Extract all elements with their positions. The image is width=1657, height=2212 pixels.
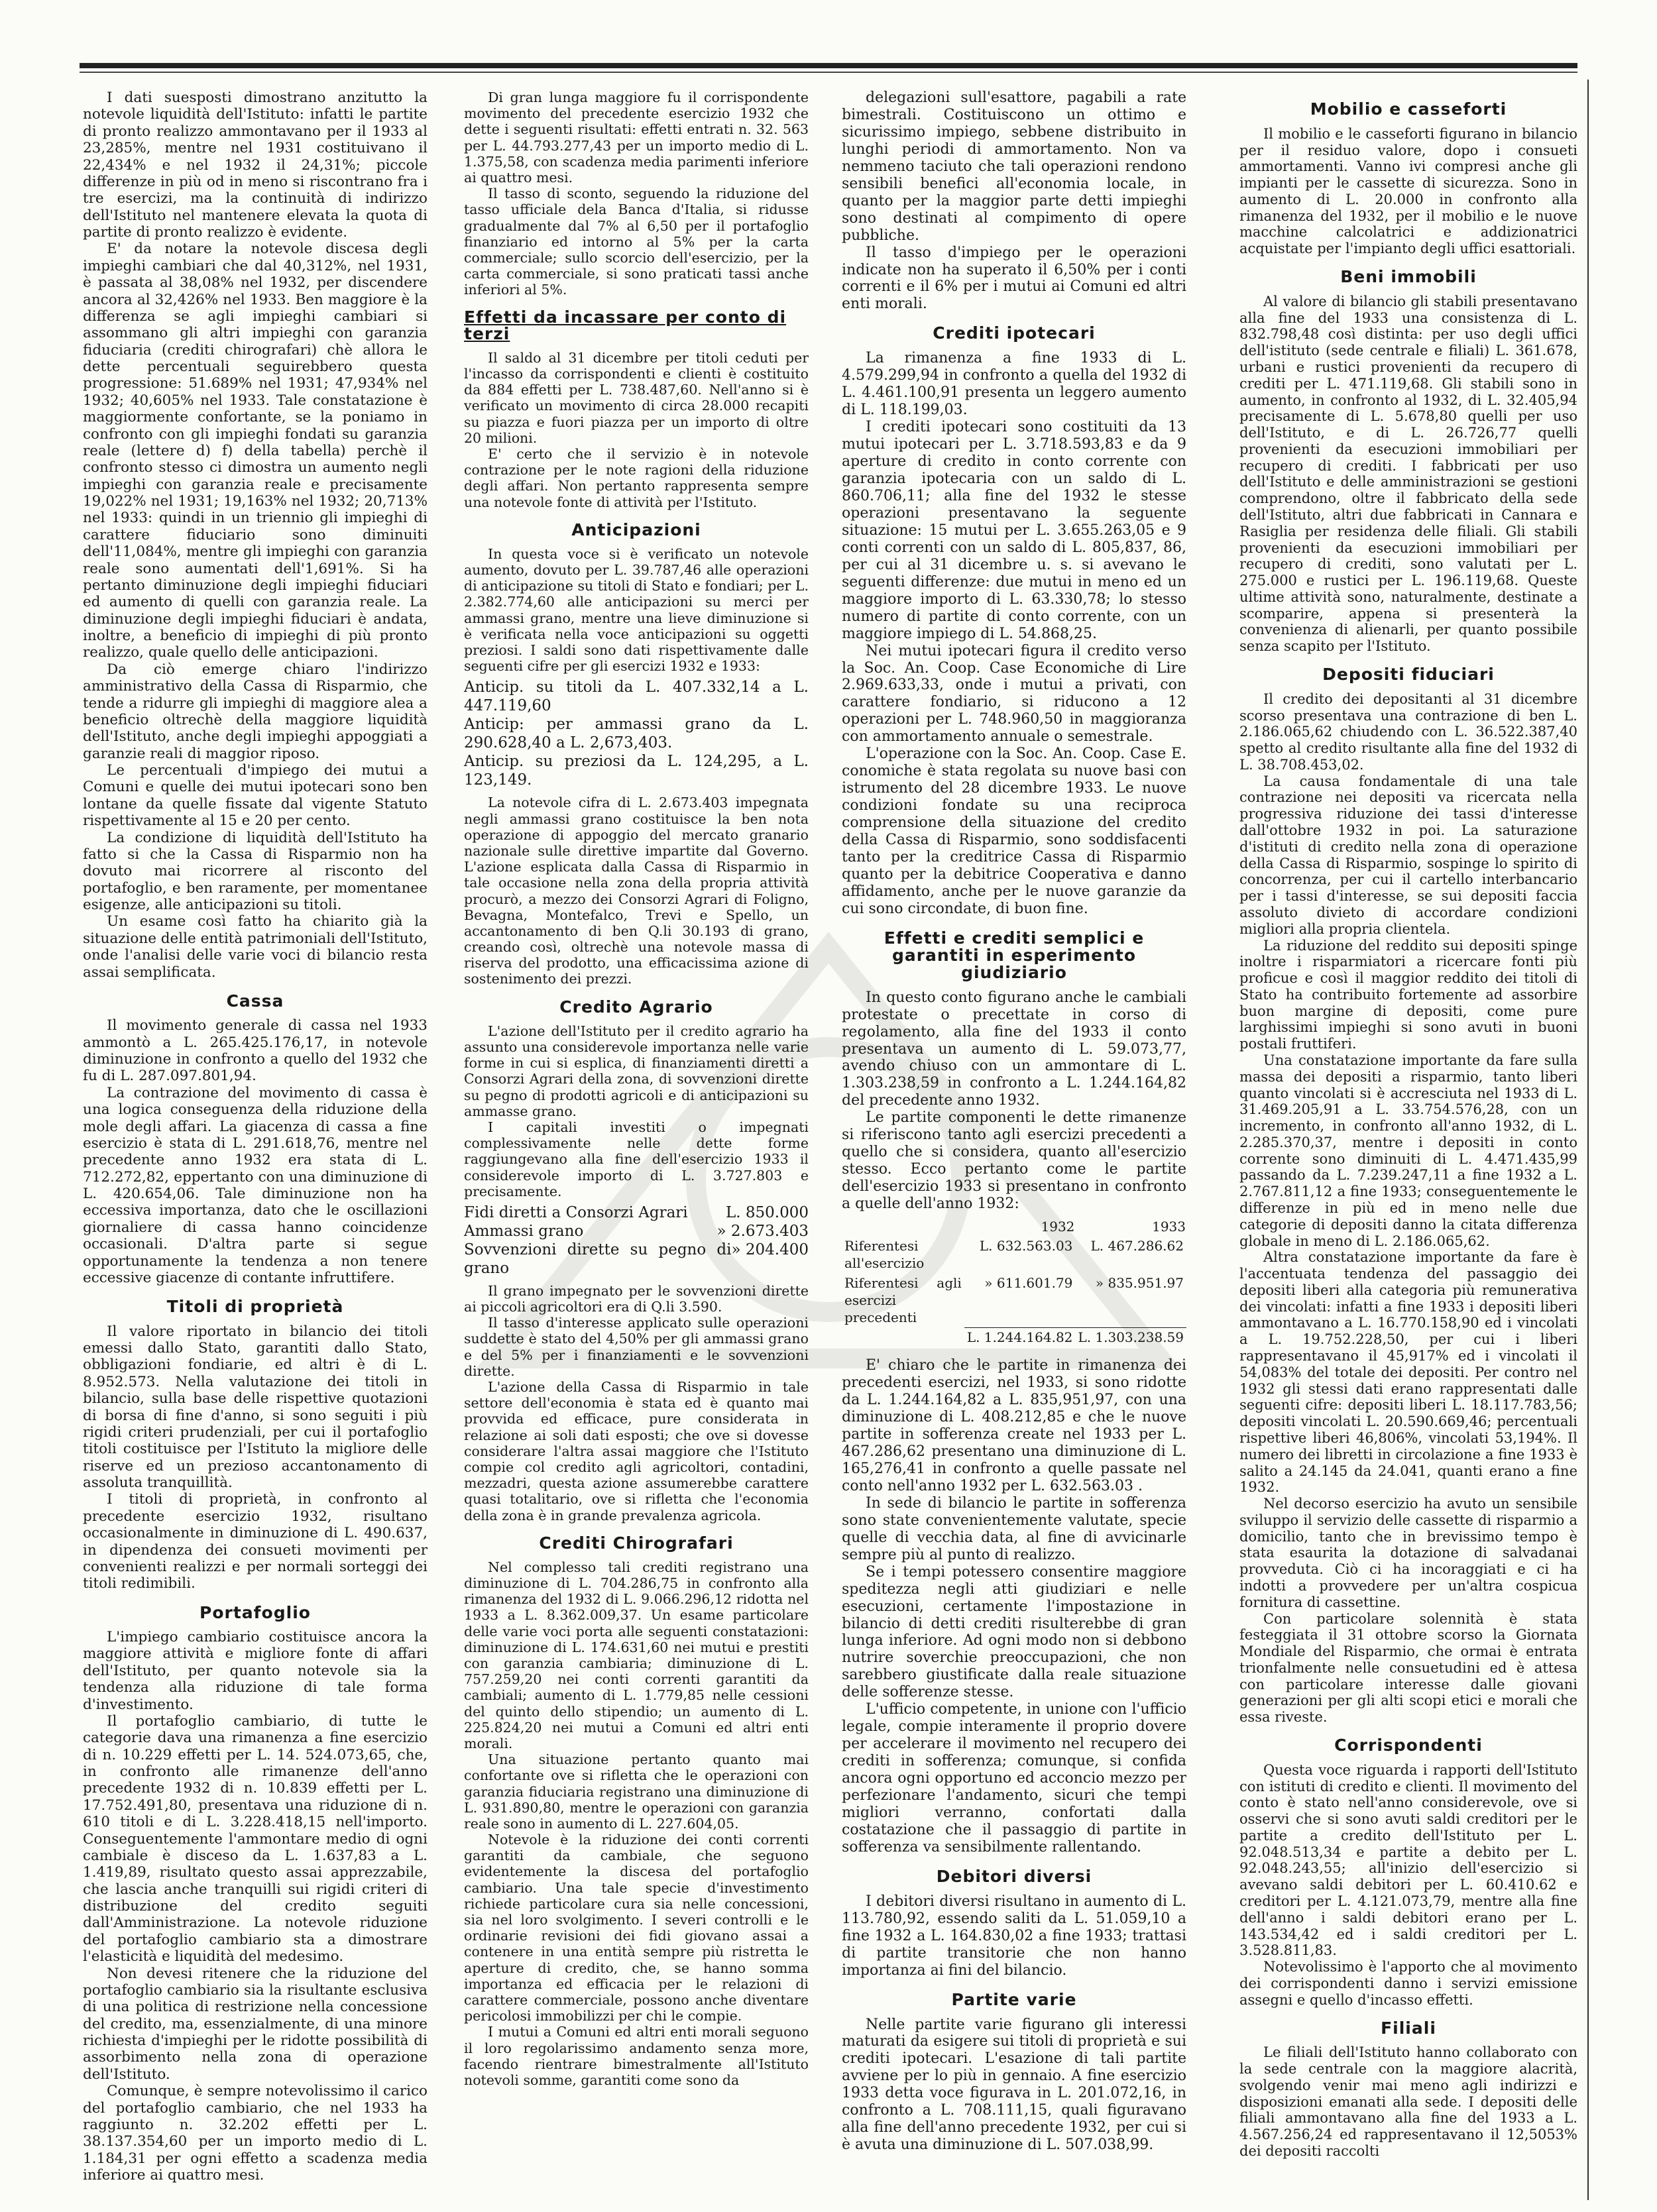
list-item: Anticip: per ammassi grano da L. 290.628,40 a L. 2,673,403. <box>464 716 809 752</box>
paragraph: I capitali investiti o impegnati complessivamente nelle dette forme raggiungevano alla fine dell'esercizio 1933 il considerevole importo di L. 3.727.803 e precisamente. <box>464 1119 809 1199</box>
paragraph: Altra constatazione importante da fare è l'accentuata tendenza del passaggio dei depositi liberi alla categoria più remunerativa dei vincolati: infatti a fine 1933 i depositi liberi ammontavano a L. 16.770.158,90 ed i vincolati a L. 19.752.228,50, per cui i liberi rappresentavano il 45,917% ed i vincolati il 54,083% del totale dei depositi. Per contro nel 1932 gli stessi dati erano rappresentati dalle seguenti cifre: depositi liberi L. 18.117.783,56; depositi vincolati L. 20.590.669,46; percentuali rispettive liberi 46,806%, vincolati 53,194%. Il numero dei libretti in circolazione a fine 1933 è salito a 24.145 da 24.041, quanti erano a fine 1932. <box>1239 1249 1577 1496</box>
heading-anticipazioni: Anticipazioni <box>571 520 701 539</box>
paragraph: I dati suesposti dimostrano anzitutto la notevole liquidità dell'Istituto: infatti le partite di pronto realizzo ammontavano per il 1933 al 23,285%, mentre nel 1931 costituivano il 22,434% e nel 1932 il 24,31%; piccole differenze in più od in meno si riscontrano fra i tre esercizi, ma la continuità di indirizzo dell'Istituto nel mantenere elevata la quota di partite di pronto realizzo è evidente. <box>83 89 428 241</box>
paragraph: delegazioni sull'esattore, pagabili a rate bimestrali. Costituiscono un ottimo e sicurissimo impiego, sebbene distribuito in lunghi periodi di ammortamento. Non va nemmeno taciuto che tali operazioni rendono sensibili benefici all'economia locale, in quanto per la maggior parte detti impieghi sono destinati al compimento di opere pubbliche. <box>842 89 1186 244</box>
paragraph: Il portafoglio cambiario, di tutte le categorie dava una rimanenza a fine esercizio di n. 10.229 effetti per L. 14. 524.073,65, che, in confronto alle rimanenze dell'anno precedente 1932 di n. 10.839 effetti per L. 17.752.491,80, presentava una riduzione di n. 610 titoli e di L. 3.228.418,15 nell'importo. Conseguentemente l'ammontare medio di ogni cambiale è disceso da L. 1.637,83 a L. 1.419,89, risultato questo assai apprezzabile, che lascia anche tranquilli sui rigidi criteri di distribuzione del credito seguiti dall'Amministrazione. La notevole riduzione del portafoglio cambiario sta a dimostrare l'elasticità e liquidità del medesimo. <box>83 1712 428 1965</box>
table-row <box>842 1237 1186 1274</box>
paragraph: L'impiego cambiario costituisce ancora la maggiore attività e migliore fonte di affari dell'Istituto, per quanto notevole sia la tendenza alla riduzione di tale forma d'investimento. <box>83 1629 428 1713</box>
row-value: » 204.400 <box>731 1241 809 1258</box>
paragraph: Questa voce riguarda i rapporti dell'Istituto con istituti di credito e clienti. Il movimento del conto è stato nell'anno considerevole, ove si osservi che si sono avuti saldi creditori per le partite a credito dell'Istituto per L. 92.048.513,34 e partite a debito per L. 92.048.243,55; all'inizio dell'esercizio si avevano saldi debitori per L. 60.410.62 e creditori per L. 4.121.073,79, mentre alla fine dell'anno i saldi debitori erano per L. 143.534,42 ed i saldi creditori per L. 3.528.811,83. <box>1239 1761 1577 1959</box>
paragraph: In questa voce si è verificato un notevole aumento, dovuto per L. 39.787,46 alle operazioni di anticipazione su titoli di Stato e fondiari; per L. 2.382.774,60 alle anticipazioni su merci per ammassi grano, mentre una lieve diminuzione si è verificata nella voce anticipazioni su oggetti preziosi. I saldi sono dati rispettivamente dalle seguenti cifre per gli esercizi 1932 e 1933: <box>464 545 809 675</box>
paragraph: E' da notare la notevole discesa degli impieghi cambiari che dal 40,312%, nel 1931, è passata al 38,08% nel 1932, per discendere ancora al 32,426% nel 1933. Ben maggiore è la differenza se agli impieghi cambiari si assommano gli altri impieghi con garanzia fiduciaria (crediti chirografari) chè allora le dette percentuali seguirebbero questa progressione: 51.689% nel 1931; 47,934% nel 1932; 40,605% nel 1933. Tale constatazione è maggiormente confortante, se la poniamo in confronto con gli impieghi fondati su garanzia reale (lettere d) f) della tabella) perchè il confronto stesso ci dimostra un aumento negli impieghi con garanzia reale e precisamente 19,022% nel 1931; 19,163% nel 1932; 20,713% nel 1933: quindi in un triennio gli impieghi di carattere fiduciario sono diminuiti dell'11,084%, mentre gli impieghi con garanzia reale sono aumentati dell'1,691%. Si ha pertanto diminuzione degli impieghi fiduciari ed aumento di quelli con garanzia reale. La diminuzione degli impieghi fiduciari è andata, inoltre, a beneficio di impieghi di più pronto realizzo, quale quello delle anticipazioni. <box>83 241 428 661</box>
paragraph: Un esame così fatto ha chiarito già la situazione delle entità patrimoniali dell'Istituto, onde l'analisi delle varie voci di bilancio resta assai semplificata. <box>83 913 428 981</box>
table-row <box>464 1222 809 1241</box>
row-label: Riferentesi agli esercizi precedenti <box>844 1274 962 1325</box>
paragraph: Di gran lunga maggiore fu il corrispondente movimento del precedente esercizio 1932 che dette i seguenti risultati: effetti entrati n. 32. 563 per L. 44.793.277,43 per un importo medio di L. 1.375,58, con scadenza media parimenti inferiore ai quattro mesi. <box>464 89 809 186</box>
row-value: L. 850.000 <box>725 1203 809 1221</box>
paragraph: E' certo che il servizio è in notevole contrazione per le note ragioni della riduzione degli affari. Non pertanto rappresenta sempre una notevole fonte di attività per l'Istituto. <box>464 445 809 510</box>
cell-1933: » 835.951.97 <box>1095 1274 1184 1291</box>
paragraph: L'ufficio competente, in unione con l'ufficio legale, compie interamente il proprio dovere per accelerare il movimento nel recupero dei crediti in sofferenza; comunque, si confida ancora ogni opportuno ed acconcio mezzo per perfezionare l'andamento, sicuri che tempi migliori verranno, confortati dalla costatazione che il passaggio di partite in sofferenza va sensibilmente rallentando. <box>842 1701 1186 1855</box>
row-label: Riferentesi all'esercizio <box>844 1238 925 1271</box>
year-header: 1933 <box>1152 1219 1186 1235</box>
row-value: » 2.673.403 <box>716 1222 809 1240</box>
paragraph: I mutui a Comuni ed altri enti morali seguono il loro regolarissimo andamento senza more, facendo rientrare bimestralmente all'Istituto notevoli somme, garantiti come sono da <box>464 2024 809 2088</box>
table-row <box>842 1274 1186 1328</box>
paragraph: Una constatazione importante da fare sulla massa dei depositi a risparmio, tanto liberi quanto vincolati si è accresciuta nel 1933 di L. 31.469.205,91 a L. 33.754.576,28, con un incremento, in confronto all'anno 1932, di L. 2.285.370,37, mentre i depositi in conto corrente sono diminuiti di L. 4.471.435,99 passando da L. 7.239.247,11 a fine 1932 a L. 2.767.811,12 a fine 1933; conseguentemente le differenze in più ed in meno nelle due categorie di depositi danno la citata differenza globale in meno di L. 2.186.065,62. <box>1239 1052 1577 1249</box>
heading-mobilio: Mobilio e casseforti <box>1310 99 1507 119</box>
comparison-table <box>842 1218 1186 1348</box>
cell-1932: » 611.601.79 <box>984 1274 1073 1291</box>
anticipazioni-list <box>464 678 809 789</box>
total-1932: L. 1.244.164.82 <box>964 1328 1076 1348</box>
heading-esperimento-giudiziario: Effetti e crediti semplici e garantiti in esperimento giudiziario <box>884 928 1145 982</box>
paragraph: In questo conto figurano anche le cambiali protestate o precettate in corso di regolamento, alla fine del 1933 il conto presentava un aumento di L. 59.073,77, avendo chiuso con un ammontare di L. 1.303.238,59 in confronto a L. 1.244.164,82 del precedente anno 1932. <box>842 989 1186 1109</box>
paragraph: Il valore riportato in bilancio dei titoli emessi dallo Stato, garantiti dallo Stato, obbligazioni fondiarie, ed altri è di L. 8.952.573. Nella valutazione dei titoli in bilancio, sulla base delle rispettive quotazioni di borsa di fine d'anno, si sono seguiti i più rigidi criteri prudenziali, per cui il portafoglio titoli costituisce per l'Istituto la migliore delle riserve ed un prezioso accantonamento di assoluta tranquillità. <box>83 1323 428 1491</box>
paragraph: Nelle partite varie figurano gli interessi maturati da esigere sui titoli di proprietà e sui crediti ipotecari. L'esazione di tali partite avviene per lo più in gennaio. A fine esercizio 1933 detta voce figurava in L. 201.072,16, in confronto a L. 708.111,15, quali figuravano alla fine dell'anno precedente 1932, per cui si è avuta una diminuzione di L. 507.038,99. <box>842 2016 1186 2154</box>
heading-titoli: Titoli di proprietà <box>166 1297 344 1317</box>
table-row <box>464 1203 809 1222</box>
credito-table <box>464 1203 809 1278</box>
paragraph: I crediti ipotecari sono costituiti da 13 mutui ipotecari per L. 3.718.593,83 e da 9 aperture di credito in conto corrente con garanzia ipotecaria con un saldo di L. 860.706,11; alla fine del 1932 le stesse operazioni presentavano la seguente situazione: 15 mutui per L. 3.655.263,05 e 9 conti correnti con un saldo di L. 805,837, 86, per cui al 31 dicembre u. s. si avevano le seguenti differenze: due mutui in meno ed un maggiore importo di L. 63.330,78; lo stesso numero di partite di conto corrente, con un maggiore impiego di L. 54.868,25. <box>842 419 1186 642</box>
cell-1932: L. 632.563.03 <box>979 1238 1073 1254</box>
paragraph: Con particolare solennità è stata festeggiata il 31 ottobre scorso la Giornata Mondiale del Risparmio, che ormai è entrata trionfalmente nelle consuetudini ed è attesa con particolare interesse dalle giovani generazioni per gli alti scopi etici e morali che essa riveste. <box>1239 1610 1577 1726</box>
heading-immobili: Beni immobili <box>1340 267 1477 287</box>
paragraph: Da ciò emerge chiaro l'indirizzo amministrativo della Cassa di Risparmio, che tende a ridurre gli impieghi di maggiore alea a beneficio oltrechè della maggiore liquidità dell'Istituto, anche degli impieghi appoggiati a garanzie reali di maggior riposo. <box>83 661 428 762</box>
paragraph: I titoli di proprietà, in confronto al precedente esercizio 1932, risultano occasionalmente in diminuzione di L. 490.637, in dipendenza dei consueti movimenti per convenienti realizzi e per normali sorteggi dei titoli redimibili. <box>83 1491 428 1592</box>
table-header-row <box>842 1218 1186 1237</box>
row-label: Fidi diretti a Consorzi Agrari <box>464 1203 688 1221</box>
heading-filiali: Filiali <box>1381 2018 1436 2038</box>
paragraph: I debitori diversi risultano in aumento di L. 113.780,92, essendo saliti da L. 51.059,10 a fine 1932 a L. 164.830,02 a fine 1933; trattasi di partite transitorie che non hanno importanza ai fini del bilancio. <box>842 1893 1186 1979</box>
column-4 <box>1239 89 1577 2160</box>
col1-intro <box>83 89 428 981</box>
heading-chirografari: Crediti Chirografari <box>539 1533 734 1553</box>
heading-effetti-terzi: Effetti da incassare per conto di terzi <box>464 307 787 343</box>
paragraph: L'azione della Cassa di Risparmio in tale settore dell'economia è stata ed è quanto mai provvida ed efficace, pure considerata in relazione ai soli dati esposti; che ove si dovesse considerare l'altra assai maggiore che l'Istituto compie col credito agli agricoltori, contadini, mezzadri, questa azione assumerebbe carattere quasi totalitario, ove si rifletta che l'economia della zona è in grande prevalenza agricola. <box>464 1379 809 1523</box>
column-2 <box>464 89 809 2088</box>
row-label: Sovvenzioni dirette su pegno di grano <box>464 1241 732 1277</box>
year-header: 1932 <box>1041 1219 1075 1235</box>
paragraph: Comunque, è sempre notevolissimo il carico del portafoglio cambiario, che nel 1933 ha raggiunto n. 32.202 effetti per L. 38.137.354,60 per un importo medio di L. 1.184,31 per ogni effetto a scadenza media inferiore ai quattro mesi. <box>83 2083 428 2184</box>
paragraph: Il grano impegnato per le sovvenzioni dirette ai piccoli agricoltori era di Q.li 3.590. <box>464 1282 809 1315</box>
heading-partite-varie: Partite varie <box>951 1989 1077 2009</box>
paragraph: Il saldo al 31 dicembre per titoli ceduti per l'incasso da corrispondenti e clienti è costituito da 884 effetti per L. 738.487,60. Nell'anno si è verificato un movimento di circa 28.000 recapiti su piazza e fuori piazza per un importo di oltre 20 milioni. <box>464 349 809 446</box>
total-1933: L. 1.303.238.59 <box>1075 1328 1186 1348</box>
paragraph: La riduzione del reddito sui depositi spinge inoltre i risparmiatori a ricercare fonti più proficue e così il maggior reddito dei titoli di Stato ha contribuito fortemente ad assorbire buon margine di depositi, come pure larghissimi impieghi si sono avuti in buoni postali fruttiferi. <box>1239 937 1577 1052</box>
heading-debitori: Debitori diversi <box>936 1866 1092 1886</box>
paragraph: E' chiaro che le partite in rimanenza dei precedenti esercizi, nel 1933, si sono ridotte da L. 1.244.164,82 a L. 835,951,97, con una diminuzione di L. 408.212,85 e che le nuove partite in sofferenza create nel 1933 per L. 467.286,62 presentano una diminuzione di L. 165,276,41 in confronto a quelle passate nel conto nell'anno 1932 per L. 632.563.03 . <box>842 1357 1186 1494</box>
paragraph: Il tasso di sconto, seguendo la riduzione del tasso ufficiale dela Banca d'Italia, si ridusse gradualmente dal 7% al 6,50 per il portafoglio finanziario ed intorno al 5% per la carta commerciale; sullo scorcio dell'esercizio, per la carta commerciale, si sono praticati tassi anche inferiori al 5%. <box>464 186 809 298</box>
paragraph: Le percentuali d'impiego dei mutui a Comuni e quelle dei mutui ipotecari sono ben lontane da quelle fissate dal vigente Statuto rispettivamente al 15 e 20 per cento. <box>83 762 428 830</box>
cell-1933: L. 467.286.62 <box>1090 1238 1184 1254</box>
heading-credito-agrario: Credito Agrario <box>559 997 713 1017</box>
paragraph: Se i tempi potessero consentire maggiore speditezza negli atti giudiziari e nelle esecuzioni, certamente l'impostazione in bilancio di detti crediti risulterebbe di gran lunga inferiore. Ad ogni modo non si debbono nutrire soverchie preoccupazioni, che non sarebbero giustificate dalla reale situazione delle sofferenze stesse. <box>842 1563 1186 1701</box>
paragraph: Nel complesso tali crediti registrano una diminuzione di L. 704.286,75 in confronto alla rimanenza del 1932 di L. 9.066.296,12 ridotta nel 1933 a L. 8.362.009,37. Un esame particolare delle varie voci porta alle seguenti constatazioni: diminuzione di L. 174.631,60 nei mutui e prestiti con garanzia cambiaria; diminuzione di L. 757.259,20 nei conti correnti garantiti da cambiali; aumento di L. 1.779,85 nelle cessioni del quinto dello stipendio; un aumento di L. 225.824,20 nei mutui a Comuni ed altri enti morali. <box>464 1559 809 1751</box>
heading-ipotecari: Crediti ipotecari <box>933 323 1096 343</box>
table-total-row <box>842 1328 1186 1348</box>
heading-portafoglio: Portafoglio <box>200 1602 311 1622</box>
paragraph: Notevolissimo è l'apporto che al movimento dei corrispondenti danno i servizi emissione assegni e quello d'incasso effetti. <box>1239 1959 1577 2008</box>
paragraph: Notevole è la riduzione dei conti correnti garantiti da cambiale, che seguono evidentemente la discesa del portafoglio cambiario. Una tale specie d'investimento richiede particolare cura sia nelle concessioni, sia nel loro svolgimento. I severi controlli e le ordinarie revisioni dei fidi giovano assai a contenere in una entità sempre più ristretta le aperture di credito, che, se hanno somma importanza ed efficacia per le relazioni di carattere commerciale, possono anche diventare pericolosi immobilizzi per chi le compie. <box>464 1832 809 2024</box>
paragraph: La condizione di liquidità dell'Istituto ha fatto si che la Cassa di Risparmio non ha dovuto mai ricorrere al risconto del portafoglio, e ben raramente, per momentanee esigenze, alle anticipazioni su titoli. <box>83 829 428 913</box>
paragraph: In sede di bilancio le partite in sofferenza sono state convenientemente valutate, specie quelle di vecchia data, al fine di avvicinarle sempre più al punto di realizzo. <box>842 1494 1186 1563</box>
paragraph: Il mobilio e le casseforti figurano in bilancio per il residuo valore, dopo i consueti ammortamenti. Vanno ivi compresi anche gli impianti per le cassette di sicurezza. Sono in aumento di L. 20.000 in confronto alla rimanenza del 1932, per il mobilio e le nuove macchine calcolatrici e addizionatrici acquistate per l'impianto degli uffici esattoriali. <box>1239 125 1577 257</box>
paragraph: Il movimento generale di cassa nel 1933 ammontò a L. 265.425.176,17, in notevole diminuzione in confronto a quello del 1932 che fu di L. 287.097.801,94. <box>83 1017 428 1085</box>
paragraph: Al valore di bilancio gli stabili presentavano alla fine del 1933 una consistenza di L. 832.798,48 così distinta: per uso degli uffici dell'istituto (sede centrale e filiali) L. 361.678, urbani e rustici provenienti da recupero di crediti per L. 471.119,68. Gli stabili sono in aumento, in confronto al 1932, di L. 32.405,94 precisamente di L. 5.678,80 quelli per uso dell'Istituto, e di L. 26.726,77 quelli provenienti da esecuzioni immobiliari per recupero di crediti. I fabbricati per uso dell'Istituto e delle amministrazioni se gestioni comprendono, oltre il fabbricato della sede dell'Istituto, altri due fabbricati in Cannara e Rasiglia per residenza delle filiali. Gli stabili provenienti da esecuzioni immobiliari per recupero di crediti, sono valutati per L. 275.000 e rustici per L. 196.119,68. Queste ultime attività sono, naturalmente, destinate a scomparire, appena si presenterà la convenienza di alienarli, per quanto possibile senza scapito per l'Istituto. <box>1239 293 1577 655</box>
column-3 <box>842 89 1186 2154</box>
list-item: Anticip. su titoli da L. 407.332,14 a L. 447.119,60 <box>464 679 809 715</box>
list-item: Anticip. su preziosi da L. 124,295, a L. 123,149. <box>464 753 809 789</box>
paragraph: Una situazione pertanto quanto mai confortante ove si rifletta che le operazioni con garanzia fiduciaria registrano una diminuzione di L. 931.890,80, mentre le operazioni con garanzia reale sono in aumento di L. 227.604,05. <box>464 1751 809 1832</box>
paragraph: La causa fondamentale di una tale contrazione nei depositi va ricercata nella progressiva riduzione dei tassi d'interesse dall'ottobre 1932 in poi. La saturazione d'istituti di credito nella zona di operazione della Cassa di Risparmio, sospinge lo spirito di concorrenza, per cui il cartello interbancario per i tassi d'interesse, se sui depositi faccia assoluto divieto di accordare condizioni migliori alla propria clientela. <box>1239 773 1577 937</box>
heading-corrispondenti: Corrispondenti <box>1334 1736 1483 1755</box>
table-row <box>464 1241 809 1278</box>
paragraph: L'operazione con la Soc. An. Coop. Case E. conomiche è stata regolata su nuove basi con istrumento del 28 dicembre 1933. Le nuove condizioni fondate su una reciproca comprensione della situazione del credito della Cassa di Risparmio, sono soddisfacenti tanto per la creditrice Cassa di Risparmio quanto per la debitrice Cooperativa e danno affidamento, anche per le nuove garanzie da cui sono circondate, di buon fine. <box>842 746 1186 917</box>
paragraph: Il credito dei depositanti al 31 dicembre scorso presentava una contrazione di ben L. 2.186.065,62 chiudendo con L. 36.522.387,40 spetto al credito risultante alla fine del 1932 di L. 38.708.453,02. <box>1239 691 1577 773</box>
top-rule-thin <box>80 72 1577 73</box>
row-label: Ammassi grano <box>464 1222 584 1240</box>
paragraph: Il tasso d'impiego per le operazioni indicate non ha superato il 6,50% per i conti correnti e il 6% per i mutui ai Comuni ed altri enti morali. <box>842 244 1186 313</box>
heading-cassa: Cassa <box>226 991 284 1011</box>
paragraph: La rimanenza a fine 1933 di L. 4.579.299,94 in confronto a quella del 1932 di L. 4.461.100,91 presenta un leggero aumento di L. 118.199,03. <box>842 350 1186 419</box>
paragraph: La notevole cifra di L. 2.673.403 impegnata negli ammassi grano costituisce la ben nota operazione di appoggio del mercato granario nazionale sulle direttive impartite dal Governo. L'azione esplicata dalla Cassa di Risparmio in tale occasione nella zona della propria attività procurò, a mezzo dei Consorzi Agrari di Foligno, Bevagna, Montefalco, Trevi e Spello, un accantonamento di ben Q.li 30.193 di grano, creando così, oltrechè una notevole massa di riserva del prodotto, una efficacissima azione di sostenimento dei prezzi. <box>464 795 809 987</box>
paragraph: Le filiali dell'Istituto hanno collaborato con la sede centrale con la maggiore alacrità, svolgendo venir mai meno agli indirizzi e disposizioni emanati alla sede. I depositi delle filiali ammontavano alla fine del 1933 a L. 4.567.256,24 ed rappresentavano il 12,5053% dei depositi raccolti <box>1239 2044 1577 2159</box>
heading-depositi: Depositi fiduciari <box>1322 665 1495 684</box>
paragraph: Nei mutui ipotecari figura il credito verso la Soc. An. Coop. Case Economiche di Lire 2.969.633,33, onde i mutui a privati, con carattere fondiario, si riducono a 12 operazioni per L. 748.960,50 in maggioranza con ammortamento annuale o semestrale. <box>842 642 1186 746</box>
page-edge-line <box>1587 80 1589 2200</box>
top-rule <box>80 63 1577 68</box>
paragraph: L'azione dell'Istituto per il credito agrario ha assunto una considerevole importanza nelle varie forme in cui si esplica, di finanziamenti diretti a Consorzi Agrari della zona, di sovvenzioni dirette su pegno di prodotti agricoli e di anticipazioni su ammasse grano. <box>464 1023 809 1119</box>
paragraph: La contrazione del movimento di cassa è una logica conseguenza della riduzione della mole degli affari. La giacenza di cassa a fine esercizio è stata di L. 291.618,76, mentre nel precedente anno 1932 era stata di L. 712.272,82, eppertanto con una diminuzione di L. 420.654,06. Tale diminuzione non ha eccessiva importanza, dato che le oscillazioni giornaliere di cassa hanno coincidenze occasionali. D'altra parte si segue opportunamente la tendenza a non tenere eccessive giacenze di contante infruttifere. <box>83 1084 428 1286</box>
column-1 <box>83 89 428 2184</box>
paragraph: Nel decorso esercizio ha avuto un sensibile sviluppo il servizio delle cassette di risparmio a domicilio, tanto che in brevissimo tempo è stata esaurita la dotazione di salvadanai provveduta. Ciò ci ha incoraggiati e ci ha indotti a provvedere per un'altra cospicua fornitura di cassettine. <box>1239 1496 1577 1610</box>
paragraph: Il tasso d'interesse applicato sulle operazioni suddette è stato del 4,50% per gli ammassi grano e del 5% per i finanziamenti e le sovvenzioni dirette. <box>464 1315 809 1379</box>
paragraph: Non devesi ritenere che la riduzione del portafoglio cambiario sia la risultante esclusiva di una politica di restrizione nella concessione del credito, ma, essenzialmente, di una minore richiesta d'impieghi per le ridotte possibilità di assorbimento nella zona di operazione dell'Istituto. <box>83 1965 428 2083</box>
paragraph: Le partite componenti le dette rimanenze si riferiscono tanto agli esercizi precedenti a quello che si considera, quanto all'esercizio stesso. Ecco pertanto come le partite dell'esercizio 1933 si presentano in confronto a quelle dell'anno 1932: <box>842 1109 1186 1213</box>
